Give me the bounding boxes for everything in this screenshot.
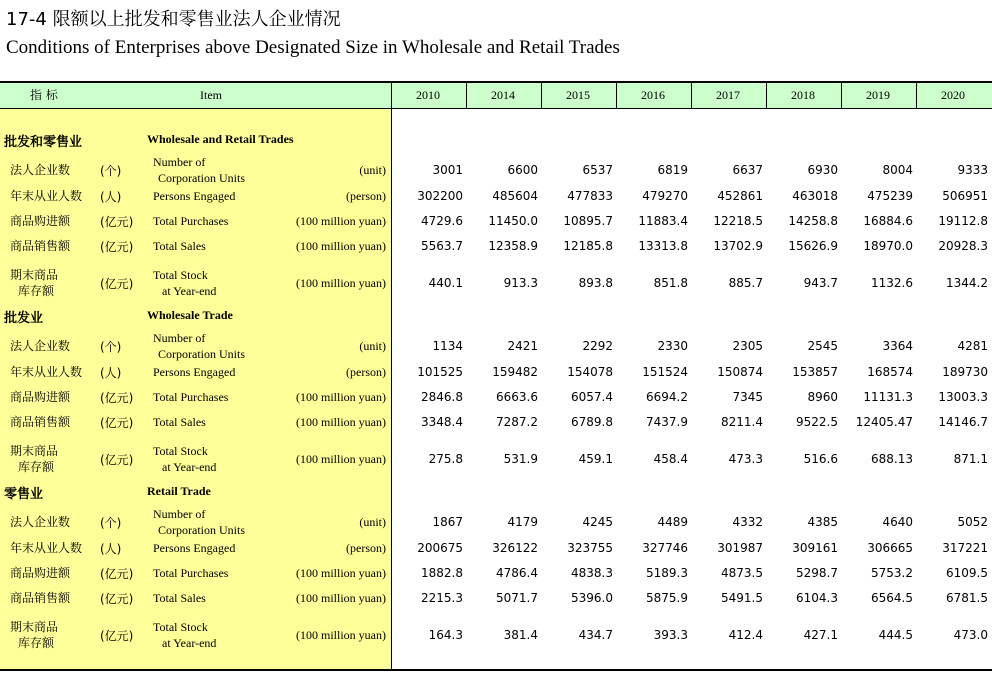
table-cell-value: 2545 (807, 339, 838, 353)
table-cell-value: 189730 (942, 365, 988, 379)
table-cell-value: 317221 (942, 541, 988, 555)
table-cell-value: 14258.8 (788, 214, 838, 228)
row-label-cn: 年末从业人数 (10, 541, 83, 555)
row-label-cn: 期末商品 (10, 620, 59, 634)
row-unit-en: (unit) (359, 515, 386, 529)
header-year-6: 2019 (866, 88, 890, 102)
table-cell-value: 3001 (432, 163, 463, 177)
row-label-en: Persons Engaged (153, 541, 236, 555)
section-title-cn: 批发业 (4, 311, 44, 326)
row-label-en: Total Stock (153, 444, 208, 458)
table-cell-value: 440.1 (428, 276, 463, 290)
table-cell-value: 101525 (417, 365, 463, 379)
table-header-years (392, 83, 992, 108)
row-label-cn-line2: 库存额 (18, 636, 55, 650)
row-label-en: Total Purchases (153, 390, 229, 404)
row-unit-en: (person) (346, 365, 386, 379)
table-cell-value: 6663.6 (496, 390, 538, 404)
table-cell-value: 4245 (582, 515, 613, 529)
row-label-en: Persons Engaged (153, 189, 236, 203)
row-label-en-line2: Corporation Units (158, 523, 245, 537)
row-unit-cn: (亿元) (100, 416, 134, 430)
row-unit-en: (100 million yuan) (296, 591, 386, 605)
table-cell-value: 4489 (657, 515, 688, 529)
table-cell-value: 4179 (507, 515, 538, 529)
table-cell-value: 19112.8 (938, 214, 988, 228)
table-cell-value: 871.1 (953, 452, 988, 466)
table-cell-value: 7437.9 (646, 415, 688, 429)
row-unit-en: (100 million yuan) (296, 214, 386, 228)
row-unit-en: (unit) (359, 163, 386, 177)
table-cell-value: 12185.8 (563, 239, 613, 253)
table-cell-value: 473.3 (728, 452, 763, 466)
table-cell-value: 5875.9 (646, 591, 688, 605)
year-column-separator (616, 83, 617, 108)
table-cell-value: 16884.6 (863, 214, 913, 228)
table-cell-value: 150874 (717, 365, 763, 379)
row-unit-cn: (亿元) (100, 567, 134, 581)
table-cell-value: 8960 (807, 390, 838, 404)
section-title-cn: 批发和零售业 (4, 135, 83, 150)
table-cell-value: 6819 (657, 163, 688, 177)
header-year-3: 2016 (641, 88, 665, 102)
table-cell-value: 2330 (657, 339, 688, 353)
table-cell-value: 4786.4 (496, 566, 538, 580)
year-column-separator (691, 83, 692, 108)
table-cell-value: 7287.2 (496, 415, 538, 429)
table-cell-value: 7345 (732, 390, 763, 404)
year-column-separator (466, 83, 467, 108)
table-cell-value: 434.7 (578, 628, 613, 642)
table-cell-value: 6564.5 (871, 591, 913, 605)
table-cell-value: 9522.5 (796, 415, 838, 429)
row-label-en-line2: at Year-end (162, 460, 217, 474)
table-cell-value: 381.4 (503, 628, 538, 642)
row-unit-cn: (亿元) (100, 391, 134, 405)
table-cell-value: 12218.5 (713, 214, 763, 228)
table-cell-value: 3348.4 (421, 415, 463, 429)
row-unit-cn: (亿元) (100, 240, 134, 254)
row-label-en: Total Sales (153, 415, 206, 429)
row-label-cn: 法人企业数 (10, 339, 71, 353)
header-year-1: 2014 (491, 88, 515, 102)
row-label-en: Number of (153, 155, 206, 169)
table-cell-value: 2421 (507, 339, 538, 353)
table-cell-value: 1344.2 (946, 276, 988, 290)
table-cell-value: 412.4 (728, 628, 763, 642)
row-label-en: Total Stock (153, 620, 208, 634)
header-item: Item (200, 88, 222, 102)
table-cell-value: 6600 (507, 163, 538, 177)
table-cell-value: 4838.3 (571, 566, 613, 580)
row-label-cn: 商品购进额 (10, 566, 71, 580)
row-label-cn: 商品销售额 (10, 415, 71, 429)
row-unit-cn: (人) (100, 366, 122, 380)
table-cell-value: 13313.8 (638, 239, 688, 253)
table-cell-value: 458.4 (653, 452, 688, 466)
header-indicator: 指 标 (30, 88, 58, 102)
table-cell-value: 6057.4 (571, 390, 613, 404)
row-unit-cn: (人) (100, 542, 122, 556)
item-column-divider (391, 83, 392, 669)
table-cell-value: 1132.6 (871, 276, 913, 290)
table-cell-value: 427.1 (803, 628, 838, 642)
table-cell-value: 10895.7 (563, 214, 613, 228)
table-cell-value: 688.13 (871, 452, 913, 466)
table-cell-value: 5052 (957, 515, 988, 529)
section-title-en: Wholesale and Retail Trades (147, 132, 294, 146)
row-label-cn: 法人企业数 (10, 515, 71, 529)
table-cell-value: 2215.3 (421, 591, 463, 605)
table-header-left (0, 83, 391, 108)
table-cell-value: 168574 (867, 365, 913, 379)
row-label-en-line2: Corporation Units (158, 171, 245, 185)
table-cell-value: 531.9 (503, 452, 538, 466)
year-column-separator (841, 83, 842, 108)
section-title-en: Wholesale Trade (147, 308, 233, 322)
row-label-en: Total Sales (153, 591, 206, 605)
table-cell-value: 5071.7 (496, 591, 538, 605)
table-cell-value: 6781.5 (946, 591, 988, 605)
year-column-separator (766, 83, 767, 108)
table-cell-value: 516.6 (803, 452, 838, 466)
table-cell-value: 327746 (642, 541, 688, 555)
table-cell-value: 11883.4 (638, 214, 688, 228)
row-label-cn: 商品销售额 (10, 239, 71, 253)
table-cell-value: 326122 (492, 541, 538, 555)
row-unit-en: (person) (346, 189, 386, 203)
table-cell-value: 473.0 (953, 628, 988, 642)
table-cell-value: 11450.0 (488, 214, 538, 228)
row-label-en: Number of (153, 507, 206, 521)
table-cell-value: 12358.9 (488, 239, 538, 253)
table-cell-value: 4729.6 (421, 214, 463, 228)
table-cell-value: 6930 (807, 163, 838, 177)
row-unit-cn: (个) (100, 516, 122, 530)
table-cell-value: 2846.8 (421, 390, 463, 404)
table-cell-value: 6789.8 (571, 415, 613, 429)
row-unit-cn: (亿元) (100, 629, 134, 643)
row-label-cn: 商品销售额 (10, 591, 71, 605)
table-cell-value: 3364 (882, 339, 913, 353)
table-cell-value: 5396.0 (571, 591, 613, 605)
table-cell-value: 151524 (642, 365, 688, 379)
table-cell-value: 4873.5 (721, 566, 763, 580)
table-cell-value: 301987 (717, 541, 763, 555)
table-cell-value: 893.8 (578, 276, 613, 290)
table-cell-value: 2305 (732, 339, 763, 353)
table-cell-value: 8211.4 (721, 415, 763, 429)
table-cell-value: 6109.5 (946, 566, 988, 580)
table-cell-value: 302200 (417, 189, 463, 203)
row-unit-cn: (亿元) (100, 592, 134, 606)
table-cell-value: 6637 (732, 163, 763, 177)
row-label-en: Number of (153, 331, 206, 345)
table-cell-value: 323755 (567, 541, 613, 555)
table-cell-value: 1134 (432, 339, 463, 353)
header-year-0: 2010 (416, 88, 440, 102)
table-cell-value: 2292 (582, 339, 613, 353)
table-cell-value: 1867 (432, 515, 463, 529)
header-year-2: 2015 (566, 88, 590, 102)
header-year-5: 2018 (791, 88, 815, 102)
table-cell-value: 943.7 (803, 276, 838, 290)
table-cell-value: 913.3 (503, 276, 538, 290)
table-cell-value: 5491.5 (721, 591, 763, 605)
table-cell-value: 6537 (582, 163, 613, 177)
row-unit-cn: (人) (100, 190, 122, 204)
page-title-chinese: 17-4 限额以上批发和零售业法人企业情况 (6, 9, 341, 30)
row-label-cn-line2: 库存额 (18, 284, 55, 298)
row-unit-cn: (个) (100, 164, 122, 178)
table-cell-value: 4281 (957, 339, 988, 353)
table-cell-value: 200675 (417, 541, 463, 555)
row-label-cn: 商品购进额 (10, 214, 71, 228)
table-cell-value: 8004 (882, 163, 913, 177)
row-label-en: Total Purchases (153, 214, 229, 228)
table-cell-value: 159482 (492, 365, 538, 379)
table-cell-value: 309161 (792, 541, 838, 555)
table-cell-value: 20928.3 (938, 239, 988, 253)
header-year-7: 2020 (941, 88, 965, 102)
table-cell-value: 9333 (957, 163, 988, 177)
table-cell-value: 475239 (867, 189, 913, 203)
row-label-en-line2: at Year-end (162, 636, 217, 650)
row-unit-en: (100 million yuan) (296, 452, 386, 466)
row-unit-cn: (亿元) (100, 215, 134, 229)
section-title-cn: 零售业 (4, 487, 44, 502)
table-cell-value: 885.7 (728, 276, 763, 290)
table-cell-value: 1882.8 (421, 566, 463, 580)
table-cell-value: 11131.3 (863, 390, 913, 404)
row-label-cn-line2: 库存额 (18, 460, 55, 474)
row-label-cn: 期末商品 (10, 444, 59, 458)
table-cell-value: 452861 (717, 189, 763, 203)
row-unit-cn: (亿元) (100, 277, 134, 291)
section-title-en: Retail Trade (147, 484, 211, 498)
table-cell-value: 477833 (567, 189, 613, 203)
table-cell-value: 4640 (882, 515, 913, 529)
table-cell-value: 275.8 (428, 452, 463, 466)
row-unit-en: (100 million yuan) (296, 390, 386, 404)
table-cell-value: 154078 (567, 365, 613, 379)
row-label-cn: 年末从业人数 (10, 365, 83, 379)
table-cell-value: 12405.47 (855, 415, 913, 429)
page-title-english: Conditions of Enterprises above Designated Size in Wholesale and Retail Trades (6, 37, 620, 58)
row-unit-en: (100 million yuan) (296, 276, 386, 290)
table-cell-value: 13702.9 (713, 239, 763, 253)
row-unit-cn: (个) (100, 340, 122, 354)
row-label-en-line2: at Year-end (162, 284, 217, 298)
header-year-4: 2017 (716, 88, 740, 102)
table-cell-value: 463018 (792, 189, 838, 203)
table-cell-value: 306665 (867, 541, 913, 555)
row-label-cn: 商品购进额 (10, 390, 71, 404)
table-cell-value: 18970.0 (863, 239, 913, 253)
row-unit-en: (100 million yuan) (296, 239, 386, 253)
row-unit-en: (100 million yuan) (296, 415, 386, 429)
table-cell-value: 485604 (492, 189, 538, 203)
row-label-en: Total Stock (153, 268, 208, 282)
row-label-en: Total Purchases (153, 566, 229, 580)
row-label-cn: 法人企业数 (10, 163, 71, 177)
table-cell-value: 5753.2 (871, 566, 913, 580)
row-label-en: Persons Engaged (153, 365, 236, 379)
row-unit-en: (100 million yuan) (296, 628, 386, 642)
row-unit-cn: (亿元) (100, 453, 134, 467)
table-cell-value: 4332 (732, 515, 763, 529)
table-cell-value: 479270 (642, 189, 688, 203)
row-label-en: Total Sales (153, 239, 206, 253)
row-label-cn: 期末商品 (10, 268, 59, 282)
row-label-cn: 年末从业人数 (10, 189, 83, 203)
table-cell-value: 13003.3 (938, 390, 988, 404)
table-cell-value: 393.3 (653, 628, 688, 642)
table-cell-value: 14146.7 (938, 415, 988, 429)
table-cell-value: 444.5 (878, 628, 913, 642)
table-cell-value: 5563.7 (421, 239, 463, 253)
table-cell-value: 5189.3 (646, 566, 688, 580)
table-cell-value: 5298.7 (796, 566, 838, 580)
table-cell-value: 4385 (807, 515, 838, 529)
table-cell-value: 459.1 (578, 452, 613, 466)
year-column-separator (541, 83, 542, 108)
year-column-separator (916, 83, 917, 108)
row-unit-en: (person) (346, 541, 386, 555)
row-unit-en: (100 million yuan) (296, 566, 386, 580)
table-cell-value: 6694.2 (646, 390, 688, 404)
table-cell-value: 506951 (942, 189, 988, 203)
table-bottom-rule (0, 669, 992, 671)
row-label-en-line2: Corporation Units (158, 347, 245, 361)
table-cell-value: 164.3 (428, 628, 463, 642)
row-unit-en: (unit) (359, 339, 386, 353)
table-cell-value: 851.8 (653, 276, 688, 290)
table-cell-value: 15626.9 (788, 239, 838, 253)
table-cell-value: 153857 (792, 365, 838, 379)
table-cell-value: 6104.3 (796, 591, 838, 605)
